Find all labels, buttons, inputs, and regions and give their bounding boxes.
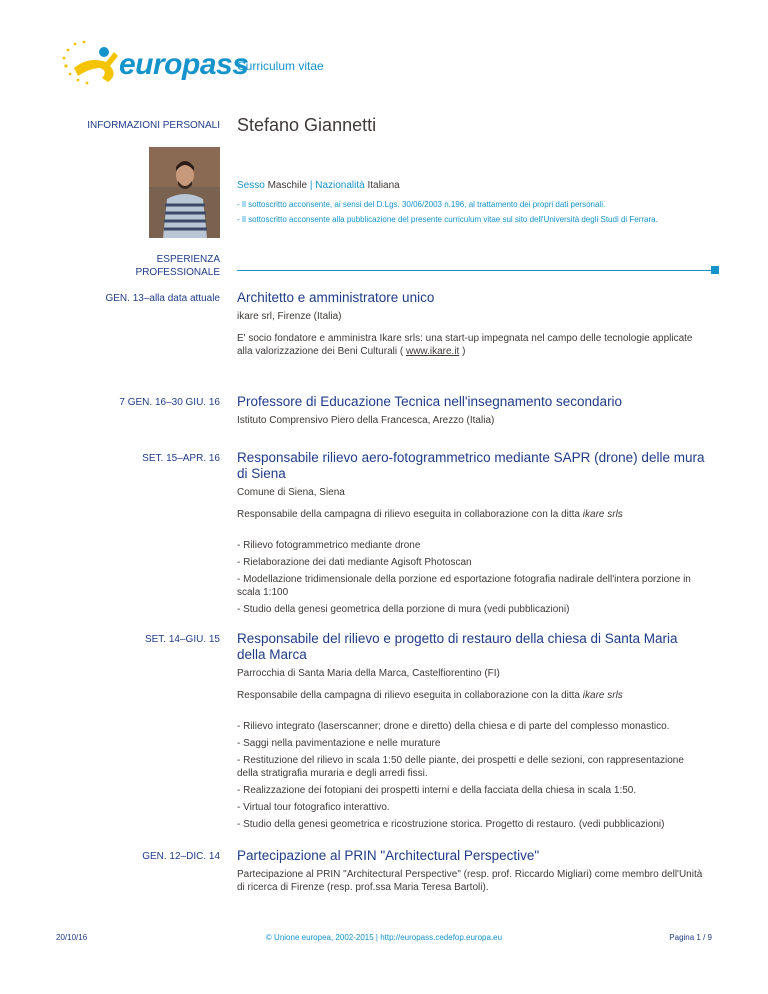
sex-nationality-line bbox=[237, 180, 707, 191]
job-bullets bbox=[237, 720, 707, 831]
job-entry bbox=[237, 450, 707, 616]
bullet-item: - Modellazione tridimensionale della porzione ed esportazione fotografia nadirale dell'intera porzione in scala 1:100 bbox=[237, 574, 691, 598]
sex-label: Sesso bbox=[237, 180, 265, 191]
bullet-item: - Rielaborazione dei dati mediante Agisoft Photoscan bbox=[237, 557, 472, 568]
job-org: ikare srl, Firenze (Italia) bbox=[237, 311, 342, 322]
job-entry bbox=[237, 631, 707, 831]
personal-info-label: INFORMAZIONI PERSONALI bbox=[87, 120, 220, 131]
consent-note-1: - Il sottoscritto acconsente, ai sensi del D.Lgs. 30/06/2003 n.196, al trattamento dei propri dati personali. bbox=[237, 200, 606, 209]
job-entry bbox=[237, 394, 707, 427]
job-entry bbox=[237, 848, 707, 894]
candidate-name: Stefano Giannetti bbox=[237, 115, 377, 135]
profile-photo bbox=[149, 147, 220, 238]
job-description: E' socio fondatore e amministra Ikare srls: una start-up impegnata nel campo delle tecnologie applicate alla valorizzazione dei Beni Culturali ( www.ikare.it ) bbox=[237, 333, 693, 357]
section-divider bbox=[237, 270, 711, 271]
job-title: Responsabile rilievo aero-fotogrammetrico mediante SAPR (drone) delle mura di Siena bbox=[237, 450, 705, 481]
consent-note-2: - Il sottoscritto acconsente alla pubblicazione del presente curriculum vitae sul sito dell'Università degli Studi di Ferrara. bbox=[237, 215, 658, 224]
footer-date: 20/10/16 bbox=[56, 933, 88, 942]
logo-text: europass bbox=[119, 48, 249, 81]
job-dates: SET. 15–APR. 16 bbox=[142, 453, 220, 464]
separator: | bbox=[309, 180, 313, 191]
job-dates: GEN. 12–DIC. 14 bbox=[142, 851, 220, 862]
ikare-link[interactable]: www.ikare.it bbox=[405, 346, 460, 357]
job-org: Parrocchia di Santa Maria della Marca, Castelfiorentino (FI) bbox=[237, 668, 500, 679]
job-dates: SET. 14–GIU. 15 bbox=[144, 634, 220, 645]
job-title: Responsabile del rilievo e progetto di restauro della chiesa di Santa Maria della Marca bbox=[237, 631, 678, 662]
bullet-item: - Saggi nella pavimentazione e nelle murature bbox=[237, 738, 441, 749]
job-org: Comune di Siena, Siena bbox=[237, 487, 345, 498]
sex-value: Maschile bbox=[267, 180, 308, 191]
job-title: Architetto e amministratore unico bbox=[237, 290, 435, 305]
bullet-item: - Restituzione del rilievo in scala 1:50 delle piante, dei prospetti e delle sezioni, con rappresentazione della stratigrafia muraria e degli arredi fissi. bbox=[237, 755, 684, 779]
doc-title: Curriculum vitae bbox=[237, 59, 324, 73]
bullet-item: - Studio della genesi geometrica della porzione di mura (vedi pubblicazioni) bbox=[237, 604, 570, 615]
job-description: Responsabile della campagna di rilievo eseguita in collaborazione con la ditta ikare srls bbox=[237, 690, 623, 701]
job-description: Partecipazione al PRIN "Architectural Perspective" (resp. prof. Riccardo Migliari) come membro dell'Unità di ricerca di Firenze (resp. prof.ssa Maria Teresa Bartoli). bbox=[237, 869, 703, 893]
experience-section-label: ESPERIENZA PROFESSIONALE bbox=[135, 254, 220, 278]
job-bullets bbox=[237, 539, 707, 616]
job-dates: GEN. 13–alla data attuale bbox=[105, 293, 220, 304]
figure-icon bbox=[74, 52, 118, 82]
section-marker bbox=[711, 266, 719, 274]
job-entry bbox=[237, 290, 707, 358]
job-description: Responsabile della campagna di rilievo eseguita in collaborazione con la ditta ikare srls bbox=[237, 509, 623, 520]
bullet-item: - Rilievo fotogrammetrico mediante drone bbox=[237, 540, 421, 551]
job-org: Istituto Comprensivo Piero della Francesca, Arezzo (Italia) bbox=[237, 415, 495, 426]
job-title: Professore di Educazione Tecnica nell'insegnamento secondario bbox=[237, 394, 623, 409]
bullet-item: - Realizzazione dei fotopiani dei prospetti interni e della facciata della chiesa in scala 1:50. bbox=[237, 785, 637, 796]
bullet-item: - Studio della genesi geometrica e ricostruzione storica. Progetto di restauro. (vedi pubblicazioni) bbox=[237, 819, 665, 830]
page-number: Pagina 1 / 9 bbox=[669, 933, 712, 942]
footer-copyright[interactable]: © Unione europea, 2002-2015 | http://europass.cedefop.europa.eu bbox=[265, 933, 503, 942]
job-title: Partecipazione al PRIN "Architectural Perspective" bbox=[237, 848, 540, 863]
nationality-value: Italiana bbox=[367, 180, 400, 191]
bullet-item: - Virtual tour fotografico interattivo. bbox=[237, 802, 390, 813]
nationality-label: Nazionalità bbox=[315, 180, 365, 191]
job-dates: 7 GEN. 16–30 GIU. 16 bbox=[119, 397, 220, 408]
bullet-item: - Rilievo integrato (laserscanner; drone e diretto) della chiesa e di parte del complesso monastico. bbox=[237, 721, 670, 732]
